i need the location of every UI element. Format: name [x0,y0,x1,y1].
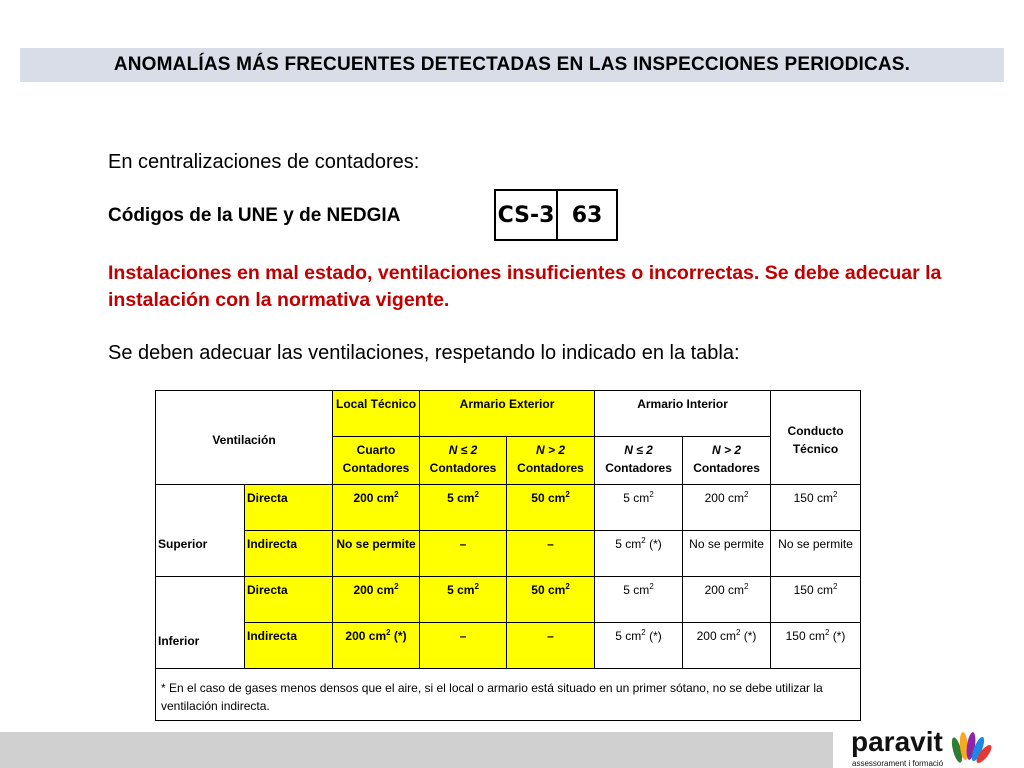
cell-value: 5 $cm^2$ (*) [595,531,683,577]
footer-bar [0,732,833,768]
row-label-directa: Directa [245,577,333,623]
codes-label: Códigos de la UNE y de NEDGIA [108,205,401,226]
table-row [156,577,861,623]
table-row [156,531,861,577]
row-label-directa: Directa [245,485,333,531]
cell-value: 150 $cm^2$ (*) [771,623,861,669]
table-row [156,623,861,669]
logo-petals-icon [947,726,993,768]
cell-value: 200 $cm^2$ [333,577,420,623]
cell-value: No se permite [333,531,420,577]
header-ventilacion: Ventilación [156,391,333,485]
anomaly-description: Instalaciones en mal estado, ventilaciones insuficientes o incorrectas. Se debe adecuar la instalación con la normativa vigente. [108,262,942,311]
table-footnote: * En el caso de gases menos densos que el aire, si el local o armario está situado en un primer sótano, no se debe utilizar la ventilación indirecta. [156,669,861,721]
title-bar [20,48,1004,82]
row-label-superior: Superior [156,485,245,577]
codes-table [494,189,618,241]
cell-value: No se permite [683,531,771,577]
header-int-n-gt-2: N > 2 Contadores [683,437,771,485]
header-ext-n-gt-2: N > 2 Contadores [507,437,595,485]
cell-value: 5 $cm^2$ [595,577,683,623]
header-armario-interior: Armario Interior [595,391,771,437]
cell-value: 150 $cm^2$ [771,577,861,623]
table-row [156,485,861,531]
table-intro: Se deben adecuar las ventilaciones, respetando lo indicado en la tabla: [108,342,740,364]
code-une: CS-3 [495,190,557,240]
cell-value: No se permite [771,531,861,577]
cell-value: 5 $cm^2$ (*) [595,623,683,669]
page-title: ANOMALÍAS MÁS FRECUENTES DETECTADAS EN LAS INSPECCIONES PERIODICAS. [113,54,911,75]
header-cuarto-contadores: Cuarto Contadores [333,437,420,485]
row-label-inferior: Inferior [156,577,245,669]
header-local-tecnico: Local Técnico [333,391,420,437]
cell-value: 200 $cm^2$ (*) [683,623,771,669]
cell-value: 200 $cm^2$ [683,577,771,623]
cell-value: 5 $cm^2$ [595,485,683,531]
ventilation-table [155,390,861,721]
logo-wordmark: paravit [851,726,943,757]
header-conducto-tecnico: Conducto Técnico [771,391,861,485]
code-nedgia: 63 [557,190,617,240]
intro-text: En centralizaciones de contadores: [108,151,420,173]
cell-value: – [507,623,595,669]
cell-value: 5 $cm^2$ [420,577,507,623]
cell-value: – [420,531,507,577]
row-label-indirecta: Indirecta [245,623,333,669]
row-label-indirecta: Indirecta [245,531,333,577]
cell-value: 50 $cm^2$ [507,485,595,531]
logo-tagline: assessorament i formació [852,759,944,768]
cell-value: 5 $cm^2$ [420,485,507,531]
cell-value: 200 $cm^2$ [333,485,420,531]
cell-value: 50 $cm^2$ [507,577,595,623]
cell-value: – [420,623,507,669]
cell-value: – [507,531,595,577]
header-int-n-le-2: N ≤ 2 Contadores [595,437,683,485]
header-armario-exterior: Armario Exterior [420,391,595,437]
paravit-logo [851,726,1001,768]
cell-value: 150 $cm^2$ [771,485,861,531]
cell-value: 200 $cm^2$ (*) [333,623,420,669]
cell-value: 200 $cm^2$ [683,485,771,531]
header-ext-n-le-2: N ≤ 2 Contadores [420,437,507,485]
